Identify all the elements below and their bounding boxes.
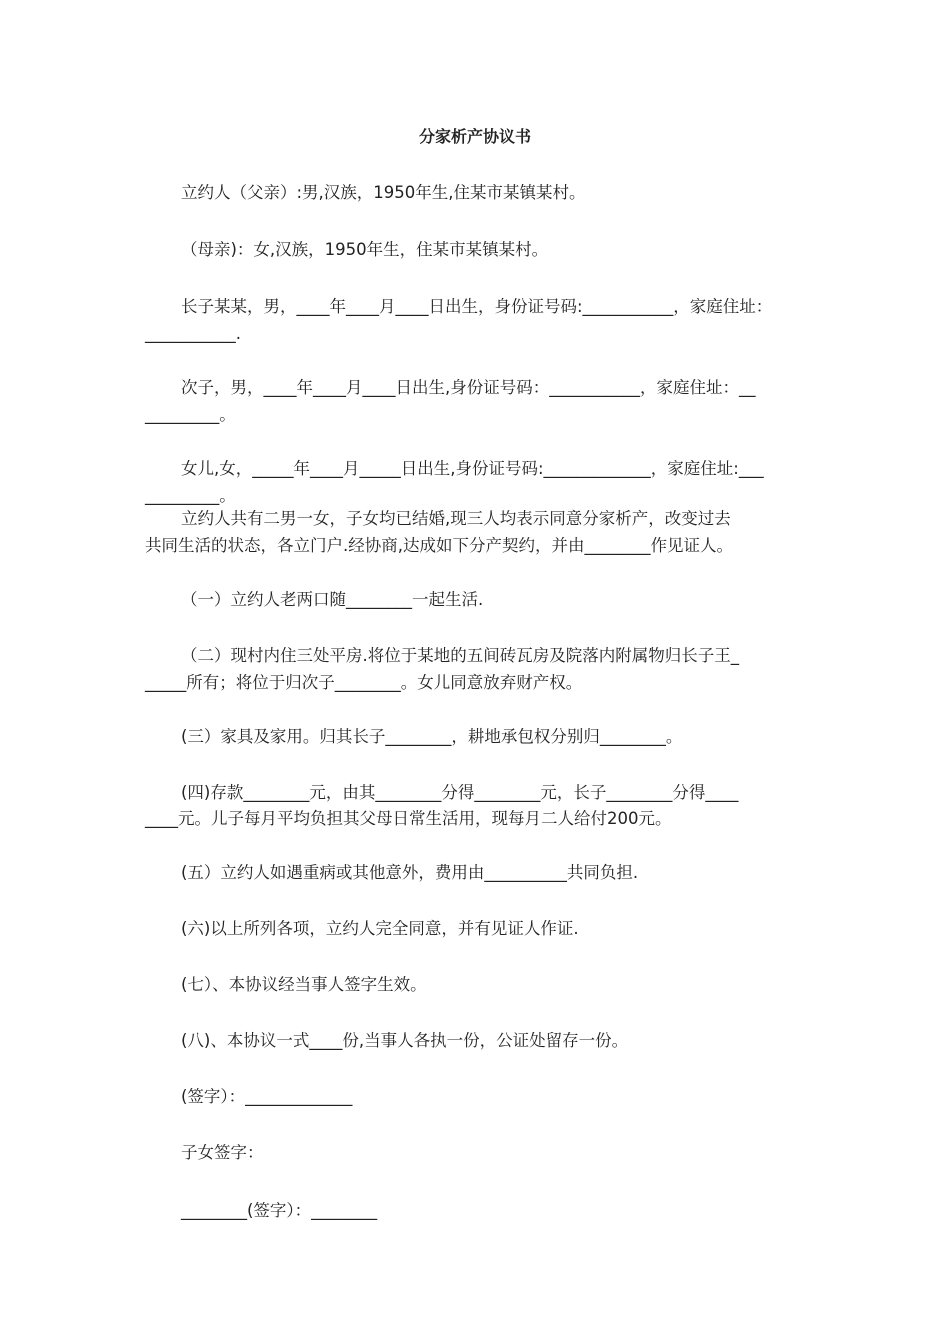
clause-intro-cont: 共同生活的状态，各立门户.经协商,达成如下分产契约，并由________作见证人。: [145, 536, 733, 555]
signature-line-parents: (签字）：_____________: [181, 1087, 353, 1106]
clause-daughter: 女儿,女，_____年____月_____日出生,身份证号码:_____________，家庭住址:___: [181, 459, 764, 478]
clause-1: （一）立约人老两口随________一起生活.: [181, 590, 484, 609]
clause-3: (三）家具及家用。归其长子________，耕地承包权分别归________。: [181, 727, 683, 746]
children-signature-label: 子女签字：: [181, 1143, 264, 1162]
clause-8: (八)、本协议一式____份,当事人各执一份，公证处留存一份。: [181, 1031, 629, 1050]
clause-2: （二）现村内住三处平房.将位于某地的五间砖瓦房及院落内附属物归长子王_: [181, 646, 739, 665]
clause-daughter-cont: _________。: [145, 486, 236, 505]
clause-2-cont: _____所有；将位于归次子________。女儿同意放弃财产权。: [145, 673, 583, 692]
clause-4: (四)存款________元，由其________分得________元，长子________分得____: [181, 783, 739, 802]
document-title: 分家析产协议书: [418, 127, 531, 146]
clause-eldest-son: 长子某某，男，____年____月____日出生，身份证号码:___________，家庭住址：: [181, 297, 773, 316]
clause-4-cont: ____元。儿子每月平均负担其父母日常生活用，现每月二人给付200元。: [145, 809, 672, 828]
clause-mother: （母亲)：女,汉族，1950年生，住某市某镇某村。: [181, 240, 549, 259]
clause-second-son-cont: _________。: [145, 405, 236, 424]
clause-father: 立约人（父亲）:男,汉族，1950年生,住某市某镇某村。: [181, 183, 586, 202]
clause-6: (六)以上所列各项，立约人完全同意，并有见证人作证.: [181, 919, 579, 938]
clause-7: (七）、本协议经当事人签字生效。: [181, 975, 427, 994]
signature-line-children: ________(签字）：________: [181, 1201, 378, 1220]
clause-eldest-son-cont: ___________.: [145, 324, 241, 343]
clause-5: (五）立约人如遇重病或其他意外，费用由__________共同负担.: [181, 863, 639, 882]
clause-intro: 立约人共有二男一女，子女均已结婚,现三人均表示同意分家析产，改变过去: [181, 509, 731, 528]
clause-second-son: 次子，男，____年____月____日出生,身份证号码：___________，家庭住址：__: [181, 378, 756, 397]
